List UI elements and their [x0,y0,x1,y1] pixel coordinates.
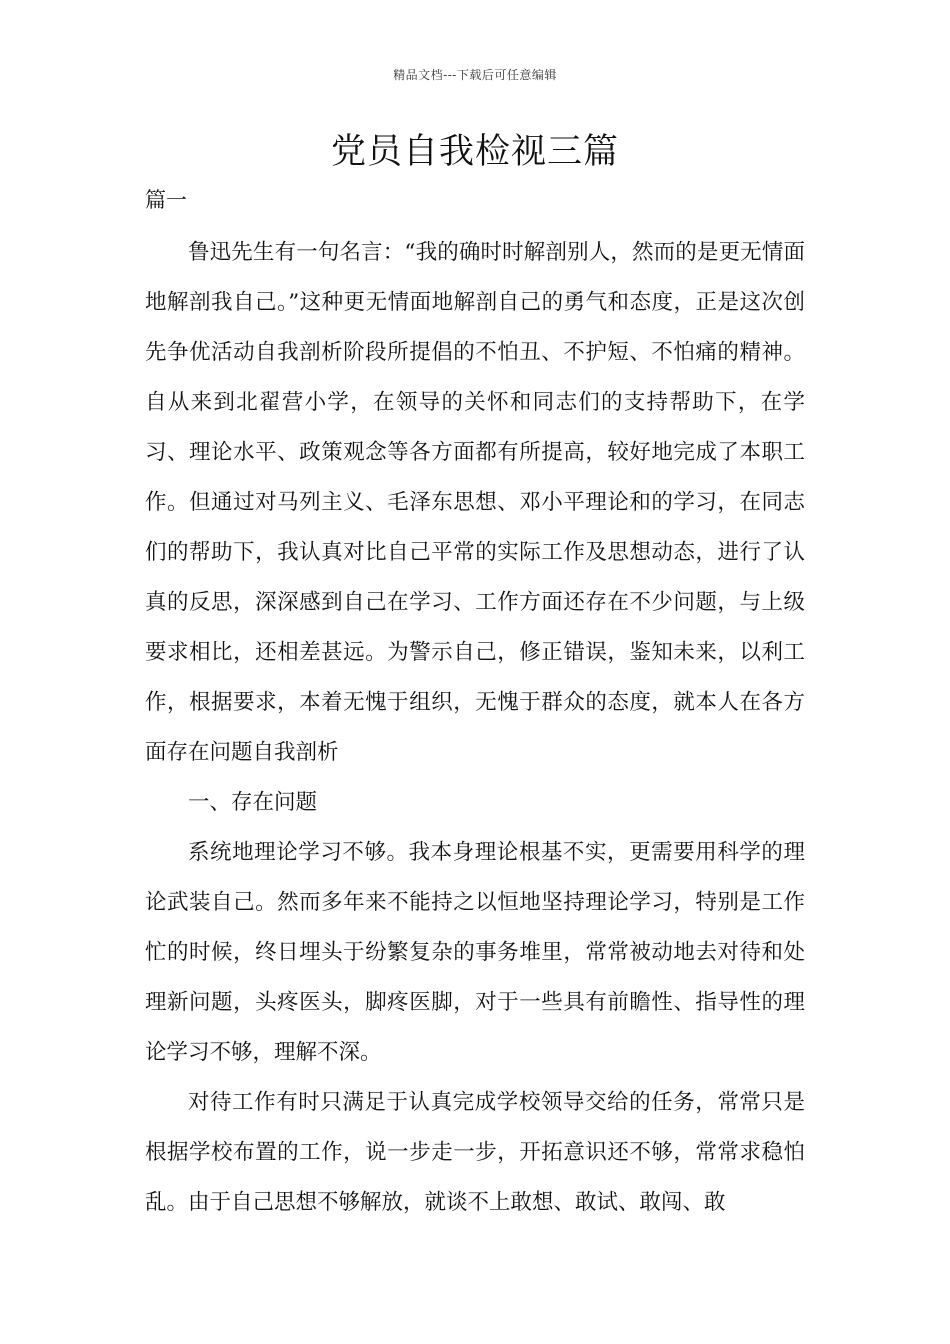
section-heading-problems: 一、存在问题 [188,790,318,815]
document-title: 党员自我检视三篇 [330,132,619,172]
body-paragraph-theory-study: 系统地理论学习不够。我本身理论根基不实，更需要用科学的理论武装自己。然而多年来不能持之以恒地坚持理论学习，特别是工作忙的时候，终日埋头于纷繁复杂的事务堆里，常常被动地去对待和处理新问题，头疼医头，脚疼医脚，对于一些具有前瞻性、指导性的理论学习不够，理解不深。 [145,840,805,1065]
body-paragraph-work-attitude: 对待工作有时只满足于认真完成学校领导交给的任务，常常只是根据学校布置的工作，说一步走一步，开拓意识还不够，常常求稳怕乱。由于自己思想不够解放，就谈不上敢想、敢试、敢闯、敢 [145,1090,805,1215]
section-label: 篇一 [145,188,187,212]
page-header: 精品文档---下载后可任意编辑 [393,68,557,82]
document-body [145,228,805,1228]
body-paragraph-intro: 鲁迅先生有一句名言：“我的确时时解剖别人，然而的是更无情面地解剖我自己。”这种更无情面地解剖自己的勇气和态度，正是这次创先争优活动自我剖析阶段所提倡的不怕丑、不护短、不怕痛的精神。自从来到北翟营小学，在领导的关怀和同志们的支持帮助下，在学习、理论水平、政策观念等各方面都有所提高，较好地完成了本职工作。但通过对马列主义、毛泽东思想、邓小平理论和的学习，在同志们的帮助下，我认真对比自己平常的实际工作及思想动态，进行了认真的反思，深深感到自己在学习、工作方面还存在不少问题，与上级要求相比，还相差甚远。为警示自己，修正错误，鉴知未来，以利工作，根据要求，本着无愧于组织，无愧于群众的态度，就本人在各方面存在问题自我剖析 [145,240,805,765]
